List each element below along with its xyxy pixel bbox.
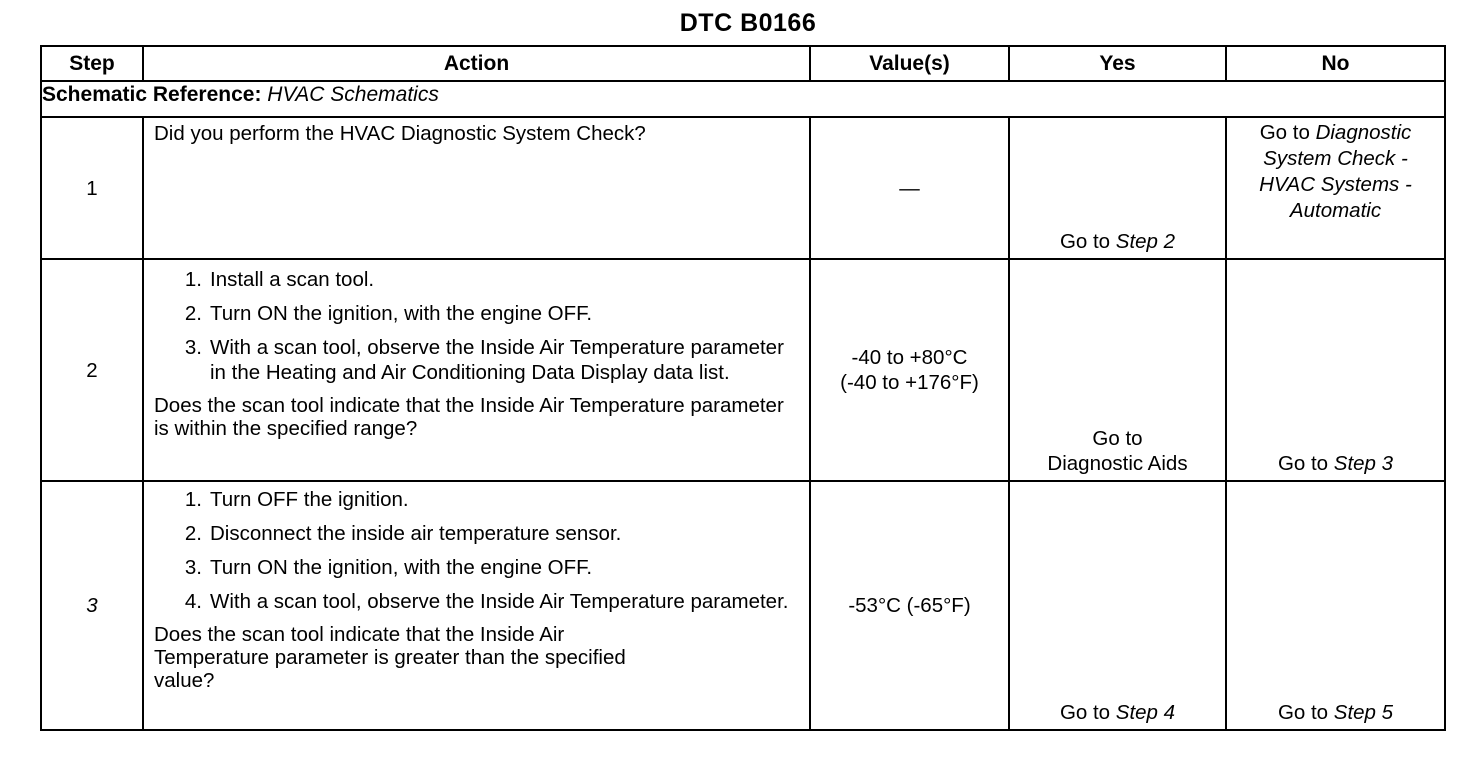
schematic-reference-label: Schematic Reference: xyxy=(42,83,262,106)
header-yes: Yes xyxy=(1009,46,1226,81)
list-item-text: With a scan tool, observe the Inside Air Temperature parameter. xyxy=(210,590,789,613)
no-link-diagnostic-line-1[interactable]: Diagnostic xyxy=(1315,121,1412,144)
list-item xyxy=(154,301,801,326)
no-prefix: Go to xyxy=(1277,701,1329,724)
header-row xyxy=(41,46,1445,81)
action-question: Does the scan tool indicate that the Inside Air Temperature parameter is within the specified range? xyxy=(154,394,784,440)
header-action: Action xyxy=(143,46,810,81)
list-item xyxy=(154,335,801,385)
no-cell xyxy=(1226,481,1445,730)
value-cell: -53°C (-65°F) xyxy=(810,481,1009,730)
header-step: Step xyxy=(41,46,143,81)
step-number: 2 xyxy=(41,259,143,481)
step-number: 3 xyxy=(41,481,143,730)
list-item-text: Turn OFF the ignition. xyxy=(210,488,409,511)
no-link-step-5[interactable]: Step 5 xyxy=(1333,701,1394,724)
no-link-diagnostic-line-2[interactable]: System Check - xyxy=(1263,147,1408,170)
list-item-text: With a scan tool, observe the Inside Air Temperature parameter in the Heating and Air Conditioning Data Display data list. xyxy=(210,336,784,384)
no-link-diagnostic-line-4[interactable]: Automatic xyxy=(1289,199,1382,222)
header-no: No xyxy=(1226,46,1445,81)
list-item-text: Disconnect the inside air temperature sensor. xyxy=(210,522,622,545)
list-item-text: Install a scan tool. xyxy=(210,268,375,291)
yes-prefix: Go to xyxy=(1059,701,1111,724)
value-cell xyxy=(810,259,1009,481)
no-link-diagnostic-line-3[interactable]: HVAC Systems - xyxy=(1259,173,1412,196)
schematic-reference-value: HVAC Schematics xyxy=(267,83,439,106)
action-steps-list xyxy=(154,267,801,385)
list-item-number: 3. xyxy=(184,556,202,579)
action-cell xyxy=(143,117,810,259)
action-cell xyxy=(143,259,810,481)
yes-cell xyxy=(1009,259,1226,481)
no-cell xyxy=(1226,117,1445,259)
table-row-step-2 xyxy=(41,259,1445,481)
table-row-step-1 xyxy=(41,117,1445,259)
list-item-number: 2. xyxy=(184,522,202,545)
value-cell: — xyxy=(810,117,1009,259)
list-item-number: 2. xyxy=(184,302,202,325)
no-cell xyxy=(1226,259,1445,481)
list-item-number: 4. xyxy=(184,590,202,613)
value-range-celsius: -40 to +80°C xyxy=(851,346,968,369)
step-number: 1 xyxy=(41,117,143,259)
yes-cell xyxy=(1009,481,1226,730)
yes-prefix: Go to xyxy=(1059,230,1111,253)
yes-prefix: Go to xyxy=(1092,427,1143,450)
action-question: Did you perform the HVAC Diagnostic System Check? xyxy=(154,122,646,145)
action-question: Does the scan tool indicate that the Inside Air Temperature parameter is greater than the specified value? xyxy=(154,623,626,692)
list-item xyxy=(154,487,801,512)
action-cell xyxy=(143,481,810,730)
yes-link-diagnostic-aids[interactable]: Diagnostic Aids xyxy=(1047,452,1188,475)
yes-link-step-4[interactable]: Step 4 xyxy=(1115,701,1176,724)
no-link-step-3[interactable]: Step 3 xyxy=(1333,452,1394,475)
list-item-text: Turn ON the ignition, with the engine OFF. xyxy=(210,556,593,579)
no-prefix: Go to xyxy=(1259,121,1310,144)
list-item xyxy=(154,555,801,580)
list-item-number: 1. xyxy=(184,488,202,511)
schematic-reference xyxy=(41,81,1445,117)
yes-cell xyxy=(1009,117,1226,259)
action-steps-list xyxy=(154,487,801,614)
diagnostic-table xyxy=(40,45,1446,731)
table-row-step-3 xyxy=(41,481,1445,730)
no-prefix: Go to xyxy=(1277,452,1329,475)
list-item xyxy=(154,589,801,614)
list-item-number: 3. xyxy=(184,336,202,359)
list-item xyxy=(154,521,801,546)
list-item xyxy=(154,267,801,292)
header-values: Value(s) xyxy=(810,46,1009,81)
value-range-fahrenheit: (-40 to +176°F) xyxy=(840,371,979,394)
list-item-number: 1. xyxy=(184,268,202,291)
schematic-reference-row xyxy=(41,81,1445,117)
document-title: DTC B0166 xyxy=(679,9,817,37)
yes-link-step-2[interactable]: Step 2 xyxy=(1115,230,1176,253)
list-item-text: Turn ON the ignition, with the engine OFF. xyxy=(210,302,593,325)
